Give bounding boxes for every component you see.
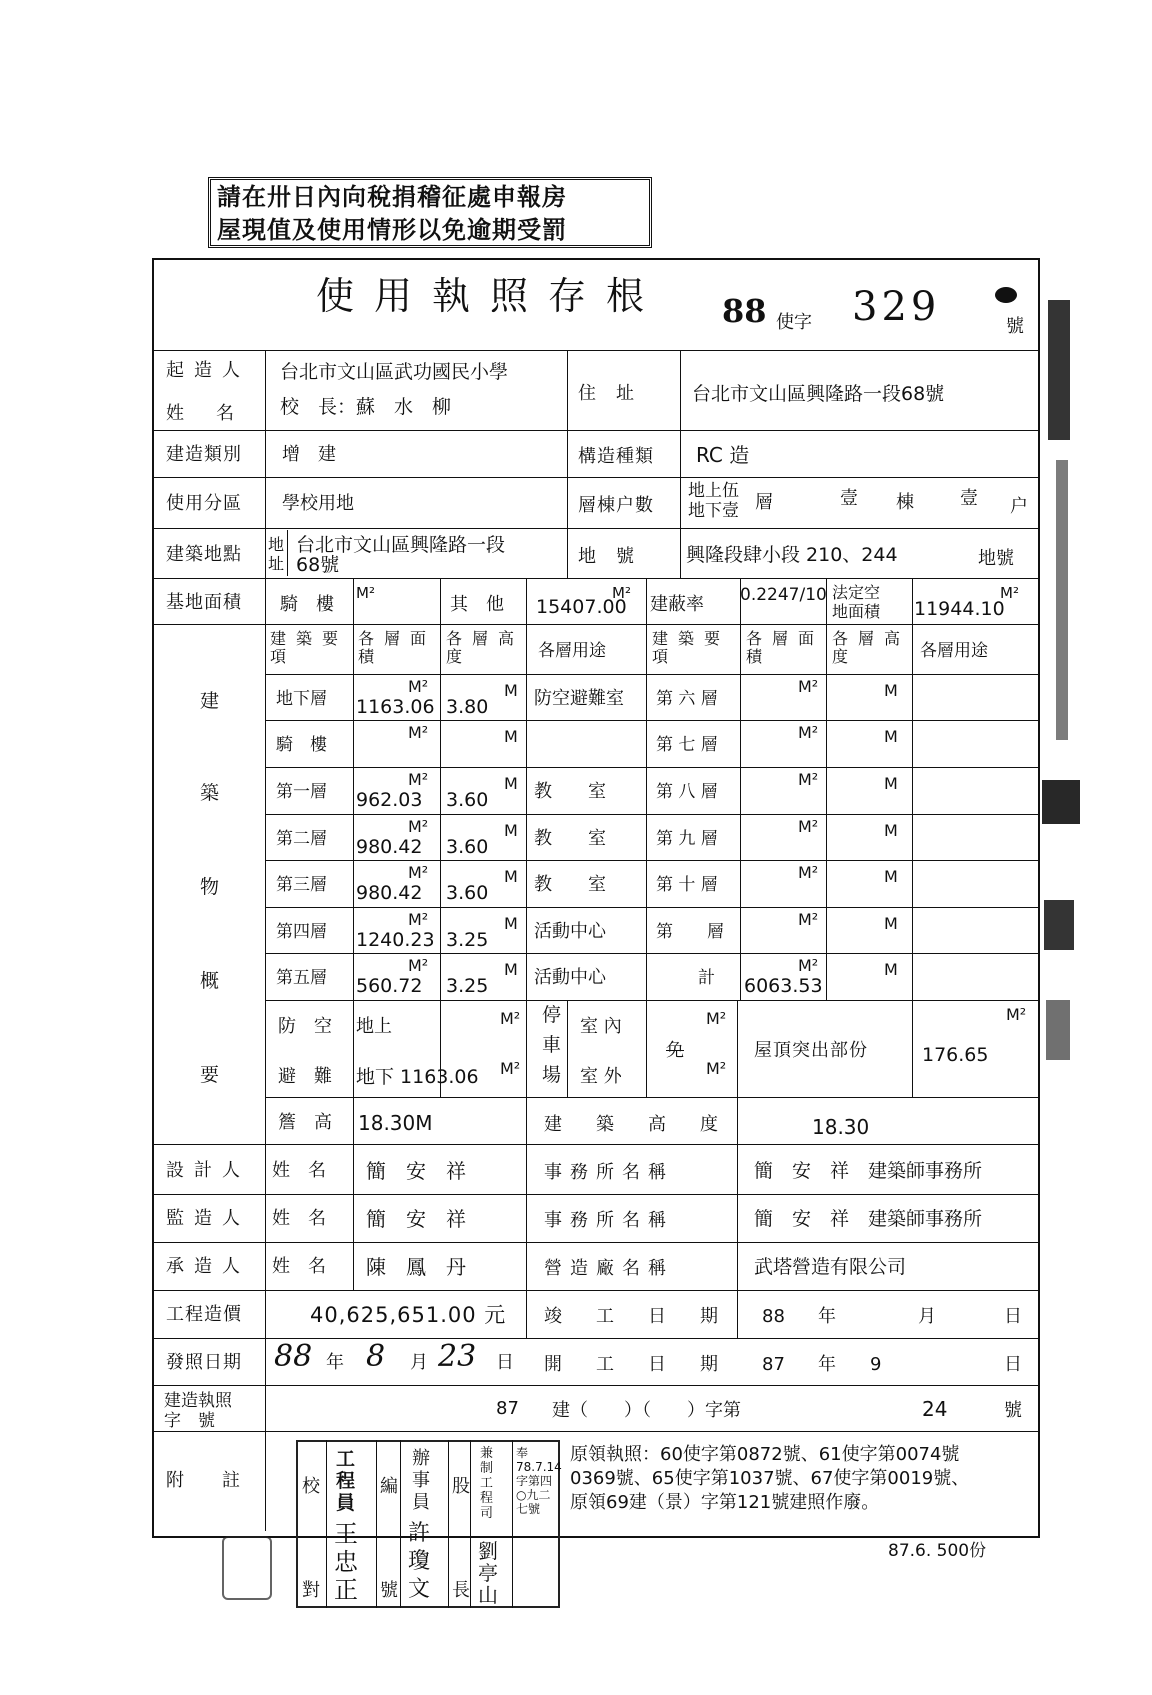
floor-area-unit: M² [408, 770, 429, 789]
floor-height-unit: M [884, 727, 898, 746]
completion-year: 88 [762, 1306, 785, 1327]
open-space-value: 11944.10 [914, 598, 1005, 620]
floor-area-unit: M² [408, 910, 429, 929]
floor-height-unit: M [884, 914, 898, 933]
supervisor-name-label: 姓 名 [272, 1208, 326, 1229]
issue-day: 23 [438, 1339, 477, 1374]
floor-height-unit: M [884, 821, 898, 840]
print-info: 87.6. 500份 [888, 1541, 987, 1561]
building-type-value: 增 建 [282, 444, 336, 465]
start-nian: 年 [818, 1354, 836, 1375]
other-area-value: 15407.00 [536, 596, 627, 618]
stamp-clerk-title: 辦事員 [412, 1448, 430, 1513]
ink-dot [995, 287, 1017, 303]
floor-height-unit: M [504, 960, 518, 979]
contractor-office-label: 營造廠名稱 [544, 1258, 674, 1279]
building-count: 壹 [840, 488, 858, 509]
header-area-right: 各層面積 [746, 629, 825, 666]
stamp-section: 股 [452, 1476, 470, 1497]
notes-line-3: 原領69建（景）字第121號建照作廢。 [570, 1492, 880, 1513]
designer-office: 簡 安 祥 建築師事務所 [754, 1160, 983, 1182]
floor-height-unit: M [504, 914, 518, 933]
header-use-right: 各層用途 [920, 641, 988, 661]
floor-name: 第 十 層 [656, 875, 718, 895]
floor-area-unit: M² [798, 817, 819, 836]
shelter-below-unit: M² [500, 1059, 521, 1078]
stamp-serial: 號 [380, 1580, 398, 1601]
roof-value: 176.65 [922, 1044, 989, 1066]
floor-area-unit: M² [408, 723, 429, 742]
floor-name: 計 [698, 968, 715, 988]
stamp-chief: 長 [452, 1580, 470, 1601]
notice-line-1: 請在卅日內向稅捐稽征處申報房 [217, 182, 567, 211]
floor-height-unit: M [884, 960, 898, 979]
shelter-label-2: 避 難 [278, 1066, 332, 1087]
floor-name: 第五層 [276, 968, 327, 988]
edge-smudge [1046, 1000, 1070, 1060]
floor-height-unit: M [884, 867, 898, 886]
start-ri: 日 [1004, 1354, 1022, 1375]
site-address-line-1: 台北市文山區興隆路一段 [296, 534, 506, 556]
contractor-office: 武塔營造有限公司 [754, 1256, 907, 1278]
roof-unit: M² [1006, 1005, 1027, 1024]
shelter-above: 地上 [356, 1016, 392, 1037]
designer-name: 簡 安 祥 [366, 1159, 466, 1183]
household-hu: 户 [1010, 496, 1028, 517]
permit-char-label: 使字 [776, 312, 812, 333]
supervisor-office: 簡 安 祥 建築師事務所 [754, 1208, 983, 1230]
issue-label: 發照日期 [166, 1352, 242, 1373]
floor-area-unit: M² [798, 723, 819, 742]
header-item: 建築要項 [270, 629, 349, 666]
shelter-above-unit: M² [500, 1009, 521, 1028]
parking-label-char: 場 [542, 1064, 562, 1086]
stamp-review: 校 [302, 1476, 320, 1497]
cost-value: 40,625,651.00 元 [310, 1303, 507, 1327]
floor-name: 第二層 [276, 829, 327, 849]
floor-name: 第 七 層 [656, 735, 718, 755]
stamp-engineer-name: 王忠正 [334, 1520, 358, 1604]
floor-height-unit: M [504, 774, 518, 793]
site-addr-tag-1: 地 [268, 535, 285, 554]
designer-label: 設計人 [166, 1160, 250, 1181]
cost-label: 工程造價 [166, 1304, 242, 1325]
stamp-check: 對 [302, 1580, 320, 1601]
other-label: 其 他 [450, 594, 504, 615]
eaves-label: 簷 高 [278, 1112, 332, 1133]
coverage-label: 建蔽率 [650, 594, 704, 615]
site-label: 建築地點 [166, 544, 242, 565]
lot-value: 興隆段肆小段 210、244 [686, 544, 898, 566]
parking-indoor-unit: M² [706, 1009, 727, 1028]
side-label-char: 物 [200, 876, 220, 898]
floor-area: 980.42 [356, 882, 423, 904]
stamp-edit: 編 [380, 1476, 398, 1497]
permit-build-text: 建（ ）（ ）字第 [552, 1400, 741, 1421]
designer-office-label: 事務所名稱 [544, 1162, 674, 1183]
floor-name: 第三層 [276, 875, 327, 895]
area-label: 基地面積 [166, 592, 242, 613]
notice-line-2: 屋現值及使用情形以免逾期受罰 [217, 215, 567, 244]
header-height: 各層高度 [446, 629, 525, 666]
floor-name: 第 九 層 [656, 829, 718, 849]
lot-label: 地 號 [578, 546, 635, 567]
permit-build-num: 24 [922, 1397, 948, 1421]
seal-mark [222, 1536, 272, 1600]
floor-use: 活動中心 [534, 921, 606, 942]
floor-height: 3.25 [446, 929, 489, 951]
permit-label-1: 建造執照 [164, 1391, 232, 1411]
header-area: 各層面積 [358, 629, 437, 666]
lot-suffix: 地號 [978, 548, 1014, 569]
start-month: 9 [870, 1354, 882, 1375]
building-dong: 棟 [896, 492, 914, 513]
floor-area-unit: M² [798, 956, 819, 975]
floor-name: 地下層 [276, 689, 327, 709]
floors-below: 地下壹 [688, 501, 739, 521]
contractor-label: 承造人 [166, 1256, 250, 1277]
floor-area-unit: M² [798, 677, 819, 696]
supervisor-name: 簡 安 祥 [366, 1207, 466, 1231]
floor-area-unit: M² [408, 956, 429, 975]
open-space-label-1: 法定空 [832, 583, 881, 602]
side-label-char: 築 [200, 782, 220, 804]
floors-above: 地上伍 [688, 481, 739, 501]
floor-area-unit: M² [408, 817, 429, 836]
zoning-label: 使用分區 [166, 493, 242, 514]
stamp-engineer-title: 工程員 [336, 1448, 356, 1514]
edge-smudge [1042, 780, 1080, 824]
building-height-label: 建 築 高 度 [544, 1114, 726, 1135]
floor-height: 3.60 [446, 789, 489, 811]
floor-height: 3.60 [446, 836, 489, 858]
open-space-label-2: 地面積 [832, 602, 881, 621]
floor-name: 第四層 [276, 922, 327, 942]
parking-outdoor: 室 外 [580, 1066, 622, 1087]
floor-use: 防空避難室 [534, 688, 624, 709]
edge-smudge [1056, 460, 1068, 740]
floor-area: 6063.53 [744, 975, 823, 997]
completion-ri: 日 [1004, 1306, 1022, 1327]
stamp-clerk-name: 許瓊文 [408, 1521, 431, 1602]
floor-name: 第一層 [276, 782, 327, 802]
notes-line-2: 0369號、65使字第1037號、67使字第0019號、 [570, 1468, 970, 1489]
permit-build-year: 87 [496, 1398, 519, 1419]
arcade-label: 騎 樓 [280, 594, 334, 615]
owner-name-line-2: 校 長：蘇 水 柳 [280, 396, 452, 418]
floor-height: 3.25 [446, 975, 489, 997]
edge-smudge [1044, 900, 1074, 950]
floors-units-label: 層棟户數 [578, 495, 654, 516]
shelter-label-1: 防 空 [278, 1016, 332, 1037]
side-label-char: 要 [200, 1064, 220, 1086]
address-label: 住 址 [578, 383, 635, 404]
contractor-name-label: 姓 名 [272, 1256, 326, 1277]
permit-build-hao: 號 [1004, 1400, 1022, 1421]
parking-exempt: 免 [666, 1040, 684, 1061]
floor-area: 1240.23 [356, 929, 435, 951]
floor-use: 教 室 [534, 781, 606, 802]
stamp-text: 奉 78.7.14 字第四○九二七號 [516, 1446, 562, 1516]
structure-value: RC 造 [696, 443, 750, 467]
owner-label-1: 起造人 [166, 360, 250, 381]
notes-label: 附 註 [166, 1470, 250, 1491]
floor-name: 第 八 層 [656, 782, 718, 802]
floor-area: 1163.06 [356, 696, 435, 718]
parking-label-char: 停 [542, 1004, 562, 1026]
parking-indoor: 室 內 [580, 1016, 622, 1037]
form-title: 使用執照存根 [316, 274, 665, 318]
notice-box [208, 177, 652, 248]
structure-label: 構造種類 [578, 446, 654, 467]
floor-height-unit: M [504, 681, 518, 700]
floor-height-unit: M [884, 774, 898, 793]
shelter-below: 地下 1163.06 [356, 1066, 479, 1088]
start-year: 87 [762, 1354, 785, 1375]
header-item-right: 建築要項 [652, 629, 731, 666]
other-area-unit: M² [612, 584, 631, 602]
floor-height: 3.80 [446, 696, 489, 718]
edge-smudge [1048, 300, 1070, 440]
floor-use: 教 室 [534, 828, 606, 849]
floor-name: 騎 樓 [276, 735, 327, 755]
parking-outdoor-unit: M² [706, 1059, 727, 1078]
designer-name-label: 姓 名 [272, 1160, 326, 1181]
zoning-value: 學校用地 [282, 493, 354, 514]
stamp-office-title: 兼制工程司 [480, 1446, 494, 1521]
floor-area-unit: M² [798, 863, 819, 882]
side-label-char: 概 [200, 970, 220, 992]
building-height-value: 18.30 [812, 1115, 870, 1139]
coverage-value: 0.2247/10 [740, 585, 827, 605]
floor-height-unit: M [504, 727, 518, 746]
floor-height-unit: M [504, 821, 518, 840]
floor-area-unit: M² [798, 770, 819, 789]
roof-label: 屋頂突出部份 [754, 1040, 868, 1061]
site-address-line-2: 68號 [296, 554, 340, 576]
owner-name-line-1: 台北市文山區武功國民小學 [280, 361, 509, 383]
floor-area-unit: M² [408, 677, 429, 696]
eaves-value: 18.30M [358, 1111, 433, 1135]
supervisor-office-label: 事務所名稱 [544, 1210, 674, 1231]
start-date-label: 開 工 日 期 [544, 1354, 726, 1375]
issue-nian: 年 [326, 1352, 344, 1373]
floor-area: 560.72 [356, 975, 423, 997]
floor-area: 962.03 [356, 789, 423, 811]
floor-area-unit: M² [798, 910, 819, 929]
permit-hao: 號 [1006, 316, 1024, 337]
site-addr-tag-2: 址 [268, 554, 285, 573]
parking-label-char: 車 [542, 1034, 562, 1056]
building-type-label: 建造類別 [166, 444, 242, 465]
issue-year: 88 [274, 1339, 313, 1374]
household-count: 壹 [960, 488, 978, 509]
permit-year: 88 [722, 292, 767, 330]
side-label-char: 建 [200, 690, 220, 712]
permit-number: 329 [852, 284, 941, 330]
floor-name: 第 層 [656, 922, 724, 942]
issue-yue: 月 [410, 1352, 428, 1373]
floors-ceng: 層 [755, 492, 773, 513]
completion-yue: 月 [918, 1306, 936, 1327]
floor-area: 980.42 [356, 836, 423, 858]
header-use: 各層用途 [538, 641, 606, 661]
floor-use: 教 室 [534, 874, 606, 895]
completion-nian: 年 [818, 1306, 836, 1327]
permit-label-2: 字 號 [164, 1411, 215, 1431]
header-height-right: 各層高度 [832, 629, 911, 666]
floor-height-unit: M [884, 681, 898, 700]
floor-height-unit: M [504, 867, 518, 886]
issue-month: 8 [366, 1339, 386, 1374]
open-space-unit: M² [1000, 584, 1019, 602]
stamp-chief-name: 劉亭山 [478, 1539, 498, 1607]
floor-area-unit: M² [408, 863, 429, 882]
supervisor-label: 監造人 [166, 1208, 250, 1229]
floor-height: 3.60 [446, 882, 489, 904]
owner-label-2: 姓名 [166, 403, 266, 424]
owner-address: 台北市文山區興隆路一段68號 [692, 383, 945, 405]
completion-date-label: 竣 工 日 期 [544, 1306, 726, 1327]
floor-use: 活動中心 [534, 967, 606, 988]
contractor-name: 陳 鳳 丹 [366, 1255, 466, 1279]
arcade-unit: M² [356, 584, 375, 602]
issue-ri: 日 [496, 1352, 514, 1373]
notes-line-1: 原領執照：60使字第0872號、61使字第0074號 [570, 1444, 960, 1465]
floor-name: 第 六 層 [656, 689, 718, 709]
